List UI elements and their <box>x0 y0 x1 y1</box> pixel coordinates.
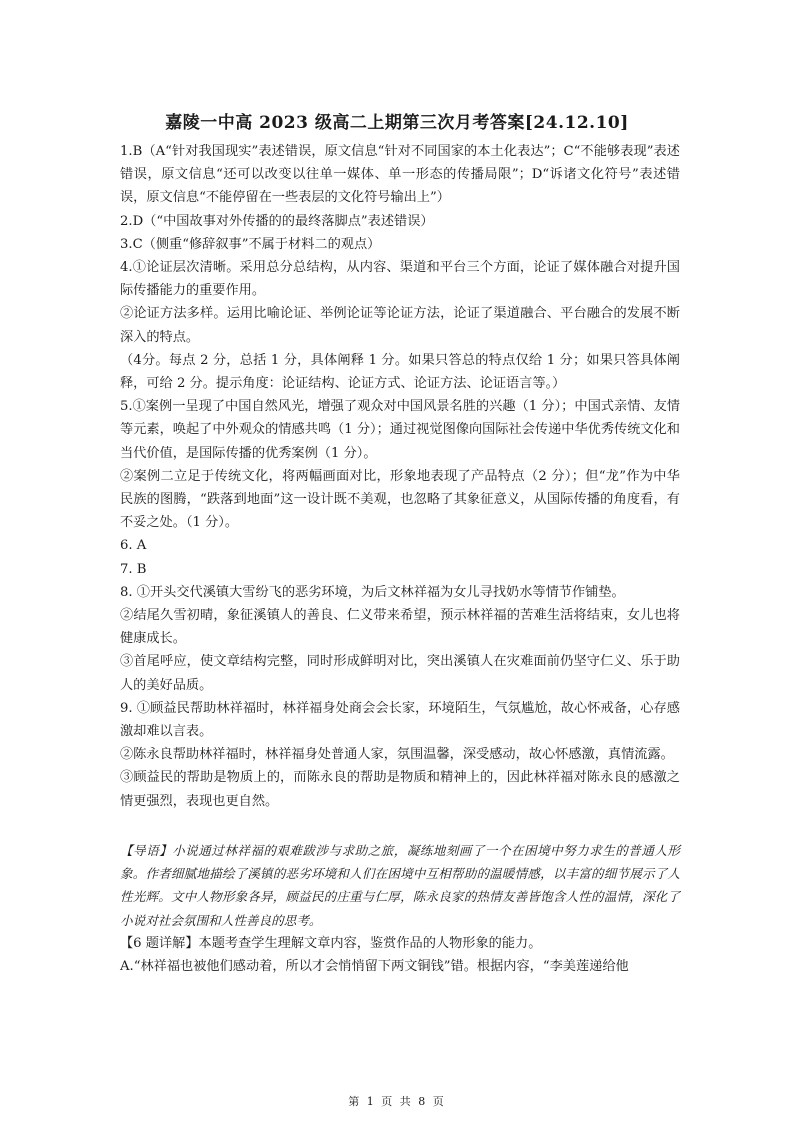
answer-9-point-2: ②陈永良帮助林祥福时，林祥福身处普通人家，氛围温馨，深受感动，故心怀感激，真情流露。 <box>120 747 674 763</box>
answer-6: 6. A <box>120 538 147 554</box>
answer-9-point-3: ③顾益民的帮助是物质上的，而陈永良的帮助是物质和精神上的，因此林祥福对陈永良的感激之情更强烈，表现也更自然。 <box>120 770 680 809</box>
answer-8-point-3: ③首尾呼应，使文章结构完整，同时形成鲜明对比，突出溪镇人在灾难面前仍坚守仁义、乐于助人的美好品质。 <box>120 654 680 693</box>
answer-8-point-1: 8. ①开头交代溪镇大雪纷飞的恶劣环境，为后文林祥福为女儿寻找奶水等情节作铺垫。 <box>120 584 625 600</box>
answer-4-point-1: 4.①论证层次清晰。采用总分总结构，从内容、渠道和平台三个方面，论证了媒体融合对提升国际传播能力的重要作用。 <box>120 260 680 299</box>
section-gap <box>120 813 680 839</box>
answer-2: 2.D（“中国故事对外传播的的最终落脚点”表述错误） <box>120 213 434 229</box>
explain-6-heading: 【6 题详解】本题考查学生理解文章内容，鉴赏作品的人物形象的能力。 <box>120 935 542 951</box>
answer-4-point-2: ②论证方法多样。运用比喻论证、举例论证等论证方法，论证了渠道融合、平台融合的发展不断深入的特点。 <box>120 306 680 345</box>
page-title: 嘉陵一中高 2023 级高二上期第三次月考答案[24.12.10] <box>165 113 629 133</box>
answer-9-point-1: 9. ①顾益民帮助林祥福时，林祥福身处商会会长家，环境陌生，气氛尴尬，故心怀戒备，心存感激却难以言表。 <box>120 700 680 740</box>
explain-6-option-a: A.“林祥福也被他们感动着，所以才会悄悄留下两文铜钱”错。根据内容，“李美莲递给他 <box>120 958 629 974</box>
page-footer: 第 1 页 共 8 页 <box>348 1095 446 1108</box>
answer-5-point-2: ②案例二立足于传统文化，将两幅画面对比，形象地表现了产品特点（2 分）；但“龙”作为中华民族的图腾，“跌落到地面”这一设计既不美观，也忽略了其象征意义，从国际传播的角度看，有不妥之处。（1 分）。 <box>120 468 680 531</box>
answer-5-point-1: 5.①案例一呈现了中国自然风光，增强了观众对中国风景名胜的兴趣（1 分）；中国式亲情、友情等元素，唤起了中外观众的情感共鸣（1 分）；通过视觉图像向国际社会传递中华优秀传统文化和当代价值，是国际传播的优秀案例（1 分）。 <box>120 399 680 461</box>
answer-1: 1.B（A“针对我国现实”表述错误，原文信息“针对不同国家的本土化表达”；C“不能够表现”表述错误，原文信息“还可以改变以往单一媒体、单一形态的传播局限”；D“诉诸文化符号”表述错误，原文信息“不能停留在一些表层的文化符号输出上”） <box>120 144 680 206</box>
answer-4-scoring: （4分。每点 2 分，总括 1 分，具体阐释 1 分。如果只答总的特点仅给 1 分；如果只答具体阐释，可给 2 分。提示角度：论证结构、论证方式、论证方法、论证语言等。） <box>120 352 680 392</box>
answer-7: 7. B <box>120 561 147 577</box>
answer-3: 3.C（侧重“修辞叙事”不属于材料二的观点） <box>120 236 381 252</box>
answer-8-point-2: ②结尾久雪初晴，象征溪镇人的善良、仁义带来希望，预示林祥福的苦难生活将结束，女儿也将健康成长。 <box>120 608 680 647</box>
intro-paragraph: 【导语】小说通过林祥福的艰难跋涉与求助之旅，凝练地刻画了一个在困境中努力求生的普通人形象。作者细腻地描绘了溪镇的恶劣环境和人们在困境中互相帮助的温暖情感，以丰富的细节展示了人性光辉。文中人物形象各异，顾益民的庄重与仁厚，陈永良家的热情友善皆饱含人性的温情，深化了小说对社会氛围和人性善良的思考。 <box>120 842 680 928</box>
answer-body <box>120 140 680 978</box>
